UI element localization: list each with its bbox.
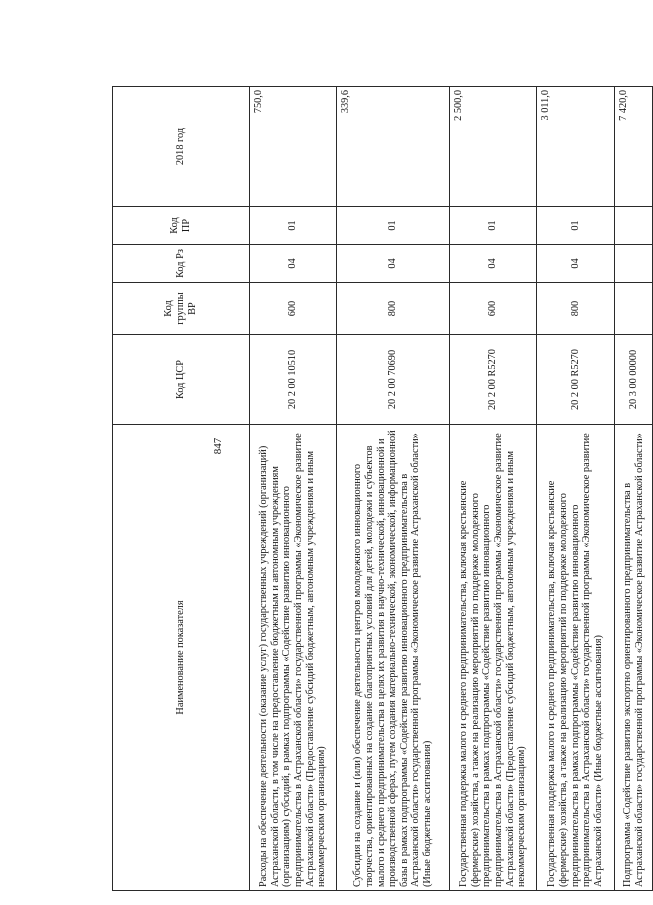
row-vr: 800: [337, 283, 450, 335]
row-csr: 20 2 00 70690: [337, 335, 450, 425]
budget-table: [112, 86, 653, 891]
page-number: 847: [212, 437, 224, 455]
row-name: Субсидия на создание и (или) обеспечение деятельности центров молодежного инновационного творчества, ориентированных на создание благоприятных условий для детей, молодежи и субъектов малого и среднего предпринимательства в целях их развития в научно-технической, инновационной и производственной сферах, путем создания материально-технической, экономической, информационной базы в рамках подпрограммы «Содействие развитию инновационного предпринимательства в Астраханской области» государственной программы «Экономическое развитие Астраханской области» (Иные бюджетные ассигнования): [337, 425, 450, 891]
table-row: [337, 87, 450, 891]
row-name: Расходы на обеспечение деятельности (оказание услуг) государственных учреждений (организаций) Астраханской области, в том числе на предоставление бюджетным и автономным учреждениям (организациям) субсидий, в рамках подпрограммы «Содействие развитию инновационного предпринимательства в Астраханской области» государственной программы «Экономическое развитие Астраханской области» (Предоставление субсидий бюджетным, автономным учреждениям и иным некоммерческим организациям): [250, 425, 337, 891]
row-rz: 04: [250, 245, 337, 283]
table-row: [450, 87, 537, 891]
row-amount: 7 420,0: [615, 87, 653, 207]
row-vr: 600: [250, 283, 337, 335]
table-row: [537, 87, 615, 891]
row-csr: 20 2 00 R5270: [537, 335, 615, 425]
row-rz: [615, 245, 653, 283]
table-header-row: [113, 87, 250, 891]
row-amount: 750,0: [250, 87, 337, 207]
row-csr: 20 2 00 R5270: [450, 335, 537, 425]
row-name: Государственная поддержка малого и среднего предпринимательства, включая крестьянские (фермерские) хозяйства, а также на реализацию мероприятий по поддержке молодежного предпринимательства в рамках подпрограммы «Содействие развитию инновационного предпринимательства в Астраханской области» государственной программы «Экономическое развитие Астраханской области» (Иные бюджетные ассигнования): [537, 425, 615, 891]
table-row: [615, 87, 653, 891]
header-csr: Код ЦСР: [113, 335, 250, 425]
row-name: Подпрограмма «Содействие развитию экспортно ориентированного предпринимательства в Астраханской области» государственной программы «Экономическое развитие Астраханской области»: [615, 425, 653, 891]
row-pr: [615, 207, 653, 245]
header-name: Наименование показателя: [113, 425, 250, 891]
row-pr: 01: [337, 207, 450, 245]
header-amount: 2018 год: [113, 87, 250, 207]
row-amount: 3 011,0: [537, 87, 615, 207]
row-amount: 2 500,0: [450, 87, 537, 207]
row-vr: 600: [450, 283, 537, 335]
row-csr: 20 3 00 00000: [615, 335, 653, 425]
header-vr: Код группы ВР: [113, 283, 250, 335]
header-rz: Код Рз: [113, 245, 250, 283]
header-pr: Код ПР: [113, 207, 250, 245]
row-rz: 04: [450, 245, 537, 283]
row-pr: 01: [250, 207, 337, 245]
row-amount: 339,6: [337, 87, 450, 207]
row-name: Государственная поддержка малого и среднего предпринимательства, включая крестьянские (фермерские) хозяйства, а также на реализацию мероприятий по поддержке молодежного предпринимательства в рамках подпрограммы «Содействие развитию инновационного предпринимательства в Астраханской области» государственной программы «Экономическое развитие Астраханской области» (Предоставление субсидий бюджетным, автономным учреждениям и иным некоммерческим организациям): [450, 425, 537, 891]
table-row: [250, 87, 337, 891]
row-rz: 04: [537, 245, 615, 283]
row-pr: 01: [450, 207, 537, 245]
row-csr: 20 2 00 10510: [250, 335, 337, 425]
row-vr: [615, 283, 653, 335]
row-rz: 04: [337, 245, 450, 283]
row-pr: 01: [537, 207, 615, 245]
row-vr: 800: [537, 283, 615, 335]
